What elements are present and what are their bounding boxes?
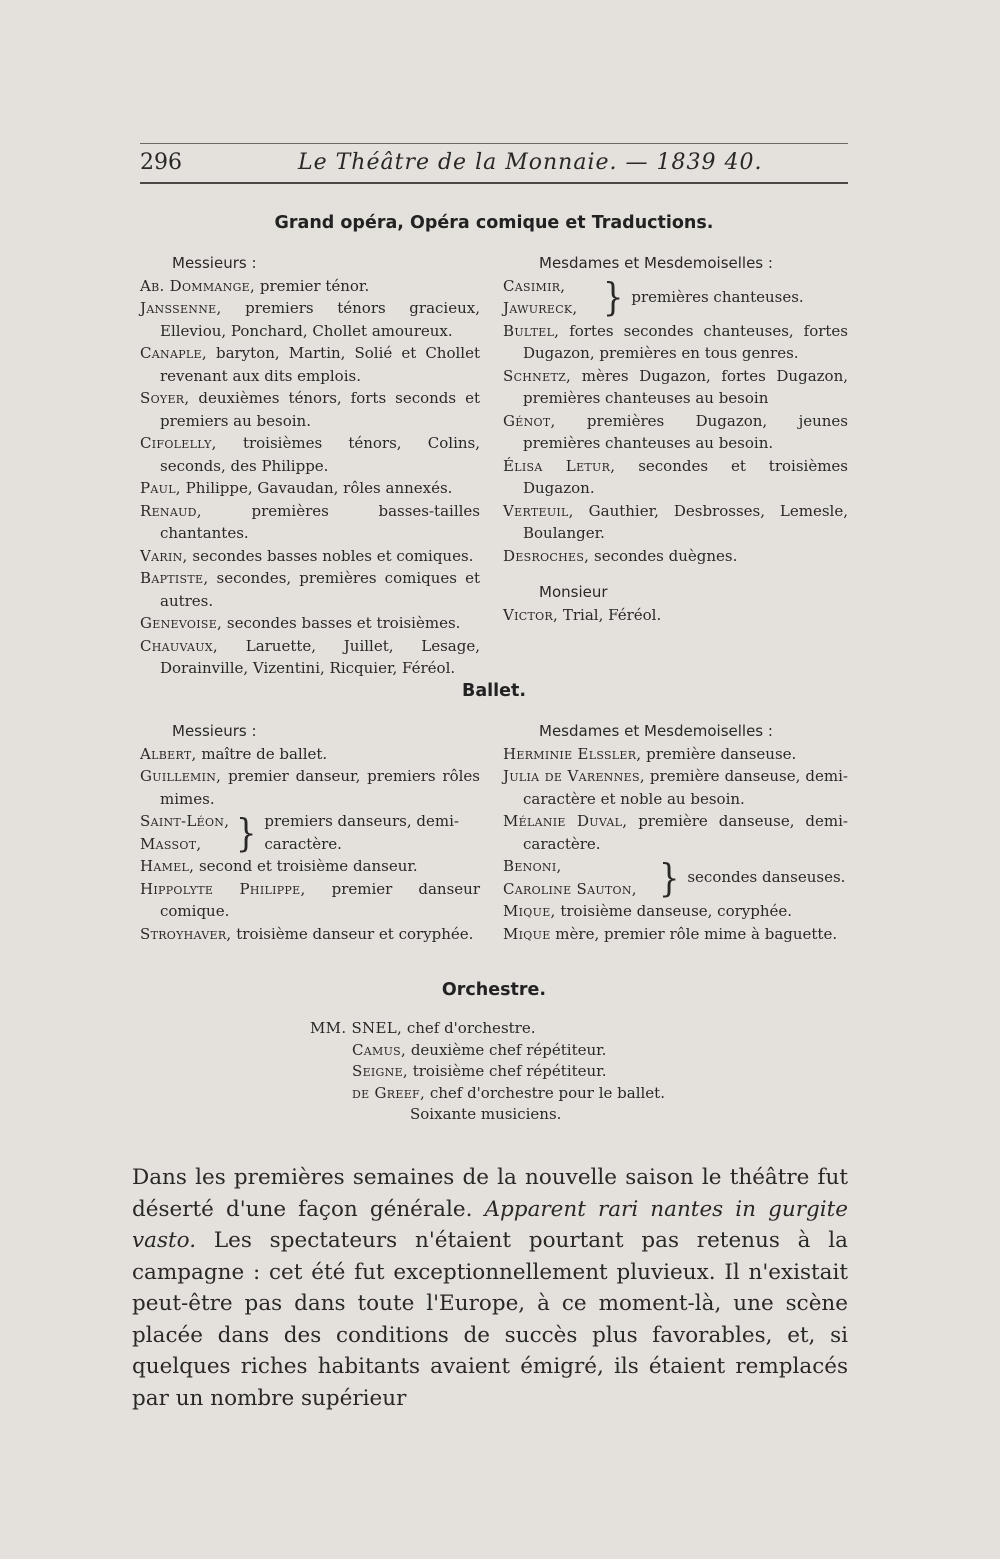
- brace-text-line: premiers danseurs, demi-: [264, 812, 459, 830]
- entry-name: Génot,: [503, 411, 556, 430]
- list-entry: [140, 500, 480, 545]
- list-entry: [140, 612, 480, 635]
- entry-name: Mique,: [503, 902, 556, 920]
- brace-name: Casimir,: [503, 276, 566, 295]
- entry-name: Victor,: [503, 605, 559, 624]
- entry-text: premier ténor.: [255, 276, 370, 295]
- list-entry: [503, 743, 848, 766]
- list-entry: [140, 878, 480, 923]
- entry-text: baryton, Martin, Solié et Chollet revenant aux dits emplois.: [160, 344, 480, 385]
- opera-monsieur-subhead: Monsieur: [539, 583, 608, 601]
- list-entry: [140, 342, 480, 387]
- ballet-men-list-a: [140, 743, 480, 811]
- ballet-women-list-a: [503, 743, 848, 856]
- orchestra-name: MM. SNEL,: [310, 1019, 403, 1037]
- entry-name: Hippolyte Philippe,: [140, 879, 306, 898]
- ballet-women-column: [503, 720, 848, 945]
- ballet-women-list-b: [503, 900, 848, 945]
- opera-women-list: [503, 320, 848, 568]
- entry-text: secondes basses et troisièmes.: [222, 614, 461, 632]
- section-title-opera: Grand opéra, Opéra comique et Traductions.: [274, 213, 714, 233]
- entry-text: fortes secondes chanteuses, fortes Dugazon, premières en tous genres.: [523, 321, 848, 362]
- entry-name: Mélanie Duval,: [503, 812, 628, 830]
- running-title: Le Théâtre de la Monnaie. — 1839 40.: [298, 150, 763, 175]
- entry-name: Albert,: [140, 744, 197, 763]
- brace-text: premières chanteuses.: [631, 287, 804, 306]
- header-rule-top: [140, 143, 848, 144]
- opera-men-column: [140, 252, 480, 680]
- latin-quote: Apparent rari nantes in gurgite vasto.: [132, 1196, 848, 1253]
- orchestra-list: [310, 1018, 830, 1126]
- brace-name: Jawureck,: [503, 299, 578, 317]
- list-entry: [140, 477, 480, 500]
- entry-text: mère, premier rôle mime à baguette.: [550, 924, 838, 943]
- brace-name: Caroline Sauton,: [503, 879, 637, 898]
- body-text-after: Les spectateurs n'étaient pourtant pas retenus à la campagne : cet été fut exceptionnellement pluvieux. Il n'existait peut-être pas dans toute l'Europe, à ce moment-là, une scène placée dans des conditions de succès plus favorables, et, si quelques riches habitants avaient émigré, ils étaient remplacés par un nombre supérieur: [132, 1228, 848, 1411]
- entry-text: Philippe, Gavaudan, rôles annexés.: [180, 479, 453, 497]
- list-entry: [140, 635, 480, 680]
- orchestra-role: chef d'orchestre.: [402, 1019, 536, 1037]
- entry-text: second et troisième danseur.: [194, 857, 418, 875]
- list-entry: [503, 604, 848, 627]
- list-entry: [503, 320, 848, 365]
- entry-name: Guillemin,: [140, 767, 222, 785]
- opera-monsieur-list: [503, 604, 848, 627]
- list-entry: [503, 923, 848, 946]
- page-header: [140, 150, 848, 182]
- opera-men-subhead: Messieurs :: [172, 254, 257, 272]
- header-rule-bottom: [140, 182, 848, 184]
- entry-name: Stroyhaver,: [140, 924, 232, 943]
- section-title-orchestre: Orchestre.: [441, 980, 547, 1000]
- ballet-men-list-b: [140, 855, 480, 945]
- entry-name: Herminie Elssler,: [503, 744, 642, 763]
- entry-text: première danseuse.: [641, 744, 797, 763]
- list-entry: [503, 410, 848, 455]
- entry-name: Desroches,: [503, 546, 590, 565]
- list-entry: [503, 365, 848, 410]
- entry-name: Soyer,: [140, 389, 190, 407]
- entry-text: premiers ténors gracieux, Elleviou, Ponchard, Chollet amoureux.: [160, 299, 480, 340]
- list-entry: [503, 455, 848, 500]
- opera-women-subhead: Mesdames et Mesdemoiselles :: [539, 254, 773, 272]
- body-text-before: Dans les premières semaines de la nouvelle saison le théâtre fut déserté d'une façon générale.: [132, 1165, 848, 1222]
- ballet-women-subhead: Mesdames et Mesdemoiselles :: [539, 722, 773, 740]
- ballet-men-column: [140, 720, 480, 945]
- list-entry: [503, 545, 848, 568]
- entry-name: Hamel,: [140, 857, 195, 875]
- list-entry: [140, 432, 480, 477]
- ballet-brace-group-men: [140, 810, 480, 855]
- orchestra-name: Camus,: [352, 1040, 407, 1059]
- orchestra-role: Soixante musiciens.: [410, 1105, 562, 1123]
- entry-text: troisième danseuse, coryphée.: [555, 902, 793, 920]
- entry-name: Élisa Letur,: [503, 456, 616, 475]
- entry-name: Ab. Dommange,: [140, 276, 256, 295]
- list-entry: [503, 765, 848, 810]
- ballet-men-subhead: Messieurs :: [172, 722, 257, 740]
- brace-name: Benoni,: [503, 857, 562, 875]
- list-entry: [140, 855, 480, 878]
- orchestra-role: deuxième chef répétiteur.: [406, 1040, 607, 1059]
- orchestra-role: troisième chef répétiteur.: [407, 1062, 607, 1080]
- brace-text-line: caractère.: [264, 834, 342, 853]
- brace-name: Saint-Léon,: [140, 812, 230, 830]
- entry-name: Schnetz,: [503, 366, 572, 385]
- entry-name: Bultel,: [503, 321, 560, 340]
- opera-brace-group: [503, 275, 848, 320]
- brace-glyph: }: [603, 274, 624, 320]
- entry-text: secondes, premières comiques et autres.: [160, 569, 480, 610]
- entry-text: deuxièmes ténors, forts seconds et premiers au besoin.: [160, 389, 480, 430]
- entry-name: Julia de Varennes,: [503, 767, 645, 785]
- entry-text: première danseuse, demi-caractère.: [523, 812, 848, 853]
- entry-text: premier danseur comique.: [160, 879, 480, 920]
- entry-name: Varin,: [140, 546, 188, 565]
- entry-name: Chauvaux,: [140, 636, 218, 655]
- opera-men-list: [140, 275, 480, 680]
- list-entry: [503, 810, 848, 855]
- opera-women-column: [503, 252, 848, 626]
- entry-name: Cifolelly,: [140, 434, 217, 452]
- entry-text: mères Dugazon, fortes Dugazon, premières chanteuses au besoin: [523, 366, 848, 407]
- entry-text: troisièmes ténors, Colins, seconds, des Philippe.: [160, 434, 480, 475]
- list-entry: [503, 900, 848, 923]
- entry-name: Baptiste,: [140, 569, 209, 587]
- entry-text: premières basses-tailles chantantes.: [160, 501, 480, 542]
- body-paragraph: [132, 1162, 848, 1414]
- list-entry: [503, 500, 848, 545]
- list-entry: [140, 545, 480, 568]
- list-entry: [140, 743, 480, 766]
- brace-name: Massot,: [140, 834, 202, 853]
- entry-text: secondes basses nobles et comiques.: [187, 546, 474, 565]
- entry-text: première danseuse, demi-caractère et noble au besoin.: [523, 767, 848, 808]
- list-entry: [140, 387, 480, 432]
- entry-text: maître de ballet.: [196, 744, 328, 763]
- entry-name: Janssenne,: [140, 299, 222, 317]
- list-entry: [140, 297, 480, 342]
- entry-text: Laruette, Juillet, Lesage, Dorainville, Vizentini, Ricquier, Féréol.: [160, 636, 480, 677]
- brace-text: secondes danseuses.: [687, 868, 846, 887]
- entry-name: Canaple,: [140, 344, 207, 362]
- entry-name: Verteuil,: [503, 501, 574, 520]
- entry-name: Paul,: [140, 479, 181, 497]
- entry-text: premier danseur, premiers rôles mimes.: [160, 767, 480, 808]
- entry-text: Gauthier, Desbrosses, Lemesle, Boulanger.: [523, 501, 848, 542]
- entry-text: premières Dugazon, jeunes premières chanteuses au besoin.: [523, 411, 848, 452]
- list-entry: [140, 765, 480, 810]
- list-entry: [140, 275, 480, 298]
- page-number: 296: [140, 150, 182, 175]
- orchestra-name: Seigne,: [352, 1062, 408, 1080]
- entry-name: Renaud,: [140, 501, 202, 520]
- entry-text: secondes et troisièmes Dugazon.: [523, 456, 848, 497]
- entry-text: Trial, Féréol.: [558, 605, 662, 624]
- ballet-brace-group-women: [503, 855, 848, 900]
- entry-text: troisième danseur et coryphée.: [231, 924, 474, 943]
- brace-glyph: }: [236, 809, 257, 856]
- brace-glyph: }: [659, 854, 680, 901]
- section-title-ballet: Ballet.: [461, 681, 527, 701]
- list-entry: [140, 923, 480, 946]
- entry-name: Mique: [503, 924, 551, 943]
- list-entry: [140, 567, 480, 612]
- orchestra-name: de Greef,: [352, 1083, 426, 1102]
- entry-text: secondes duègnes.: [589, 546, 738, 565]
- orchestra-role: chef d'orchestre pour le ballet.: [425, 1083, 665, 1102]
- entry-name: Genevoise,: [140, 614, 223, 632]
